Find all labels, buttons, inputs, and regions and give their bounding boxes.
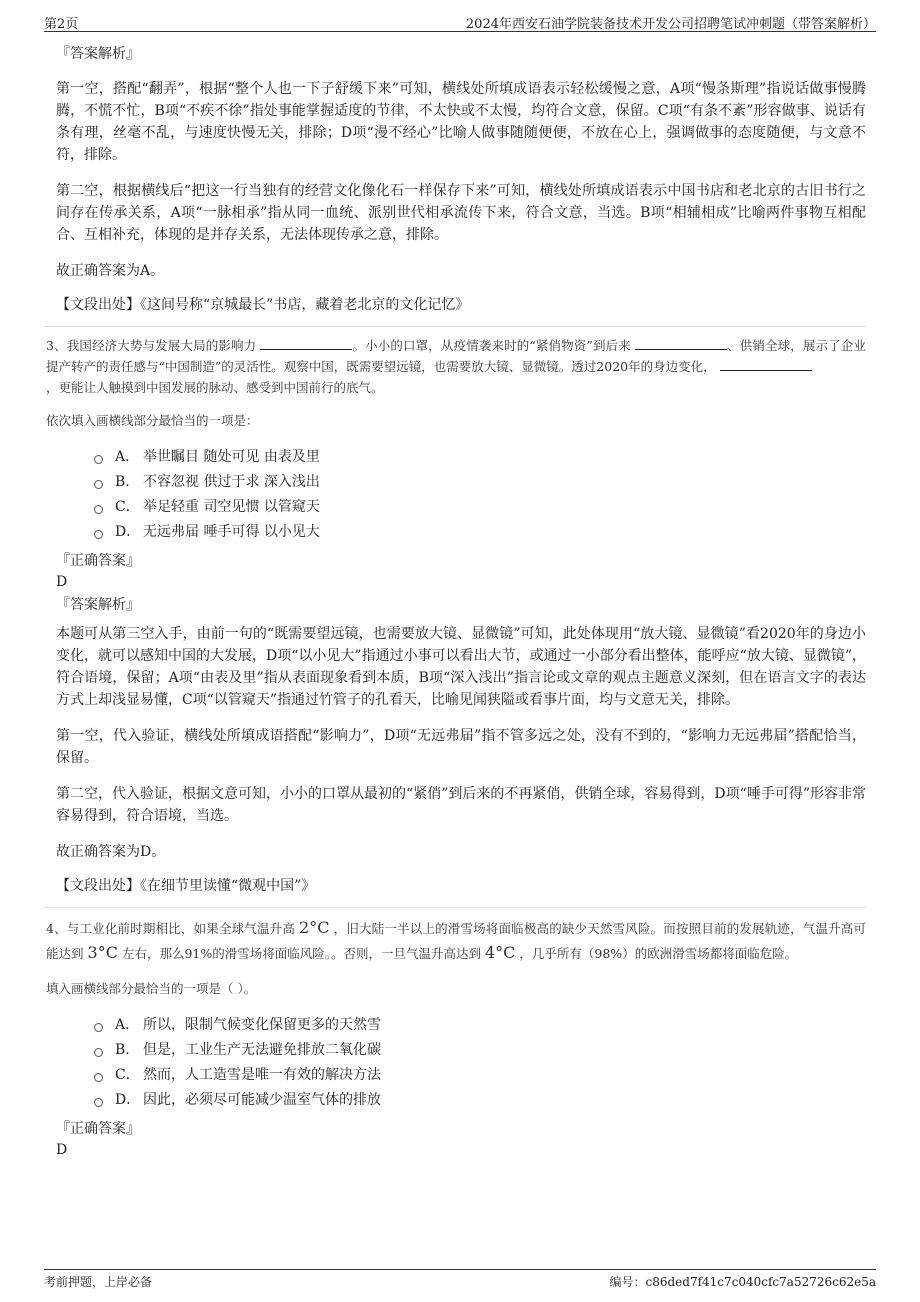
radio-icon[interactable]	[94, 480, 103, 489]
radio-icon[interactable]	[94, 1023, 103, 1032]
radio-icon[interactable]	[94, 455, 103, 464]
temperature-value: 4°C	[484, 943, 516, 962]
fill-blank	[260, 338, 352, 350]
fill-blank	[720, 359, 812, 371]
page-number: 第2页	[44, 17, 79, 32]
q3-answer: D	[56, 574, 68, 590]
q4-option-a[interactable]: A． 所以，限制气候变化保留更多的天然雪	[94, 1013, 866, 1038]
q4-instruction: 填入画横线部分最恰当的一项是（ ）。	[46, 981, 257, 996]
q3-analysis-label: 『答案解析』	[56, 597, 140, 613]
q2-analysis-p2: 第二空，根据横线后“把这一行当独有的经营文化像化石一样保存下来”可知，横线处所填成语表示中国书店和老北京的古旧书行之间存在传承关系，A项“一脉相承”指从同一血统、派别世代相承流传下来，符合文意，当选。B项“相辅相成”比喻两件事物互相配合、互相补充，体现的是并存关系，无法体现传承之意，排除。	[56, 183, 866, 243]
footer-slogan: 考前押题，上岸必备	[44, 1275, 153, 1289]
radio-icon[interactable]	[94, 530, 103, 539]
q3-answer-label: 『正确答案』	[56, 553, 140, 569]
temperature-value: 2°C	[299, 918, 330, 937]
q2-analysis-label: 『答案解析』	[56, 46, 140, 62]
radio-icon[interactable]	[94, 505, 103, 514]
q3-option-b[interactable]: B． 不容忽视 供过于求 深入浅出	[94, 470, 866, 495]
page-header	[44, 12, 876, 32]
q3-source: 【文段出处】《在细节里读懂“微观中国”》	[56, 878, 316, 894]
page-footer	[44, 1269, 876, 1291]
temperature-value: 3°C	[87, 943, 118, 962]
document-title: 2024年西安石油学院装备技术开发公司招聘笔试冲刺题（带答案解析）	[465, 17, 876, 32]
q2-conclusion: 故正确答案为A。	[56, 263, 165, 279]
q3-option-c[interactable]: C． 举足轻重 司空见惯 以管窥天	[94, 495, 866, 520]
q3-option-d[interactable]: D． 无远弗届 唾手可得 以小见大	[94, 520, 866, 545]
radio-icon[interactable]	[94, 1048, 103, 1057]
q3-analysis-p2: 第一空，代入验证，横线处所填成语搭配“影响力”，D项“无远弗届”指不管多远之处，没有不到的，“影响力无远弗届”搭配恰当，保留。	[56, 728, 866, 766]
q2-source: 【文段出处】《这间号称“京城最长”书店，藏着老北京的文化记忆》	[56, 297, 470, 313]
q3-stem: 3、我国经济大势与发展大局的影响力 。小小的口罩，从疫情袭来时的“紧俏物资”到后来 、供销全球，展示了企业提产转产的责任感与“中国制造”的灵活性。观察中国，既需要望远镜，也需要放大镜、显微镜。透过2020年的身边变化， ，更能让人触摸到中国发展的脉动、感受到中国前行的底气。	[46, 338, 866, 395]
q3-instruction: 依次填入画横线部分最恰当的一项是：	[46, 413, 259, 428]
q4-options	[94, 1013, 866, 1113]
document-body	[46, 44, 866, 1163]
q4-answer: D	[56, 1142, 68, 1158]
q4-answer-label: 『正确答案』	[56, 1121, 140, 1137]
q4-stem: 4、与工业化前时期相比，如果全球气温升高 2°C ，旧大陆一半以上的滑雪场将面临极高的缺少天然雪风险。而按照目前的发展轨迹，气温升高可能达到 3°C 左右，那么91%的滑雪场将面临风险。。否则，一旦气温升高达到 4°C ，几乎所有（98%）的欧洲滑雪场都将面临危险。	[46, 918, 866, 962]
q4-option-d[interactable]: D． 因此，必须尽可能减少温室气体的排放	[94, 1088, 866, 1113]
q3-options	[94, 445, 866, 545]
divider	[44, 326, 866, 327]
q3-analysis-p1: 本题可从第三空入手，由前一句的“既需要望远镜，也需要放大镜、显微镜”可知，此处体现用“放大镜、显微镜”看2020年的身边小变化，就可以感知中国的大发展，D项“以小见大”指通过小事可以看出大节，或通过一小部分看出整体，能呼应“放大镜、显微镜”，符合语境，保留；A项“由表及里”指从表面现象看到本质，B项“深入浅出”指言论或文章的观点主题意义深刻，但在语言文字的表达方式上却浅显易懂，C项“以管窥天”指通过竹管子的孔看天，比喻见闻狭隘或看事片面，均与文意无关，排除。	[56, 626, 866, 708]
radio-icon[interactable]	[94, 1073, 103, 1082]
fill-blank	[635, 338, 727, 350]
q3-analysis-p3: 第二空，代入验证，根据文意可知，小小的口罩从最初的“紧俏”到后来的不再紧俏，供销全球，容易得到，D项“唾手可得”形容非常容易得到，符合语境，当选。	[56, 786, 866, 824]
q3-conclusion: 故正确答案为D。	[56, 844, 166, 860]
q4-option-b[interactable]: B． 但是，工业生产无法避免排放二氧化碳	[94, 1038, 866, 1063]
radio-icon[interactable]	[94, 1098, 103, 1107]
q3-option-a[interactable]: A． 举世瞩目 随处可见 由表及里	[94, 445, 866, 470]
q4-option-c[interactable]: C． 然而，人工造雪是唯一有效的解决方法	[94, 1063, 866, 1088]
q2-analysis-p1: 第一空，搭配“翻弄”，根据“整个人也一下子舒缓下来”可知，横线处所填成语表示轻松缓慢之意，A项“慢条斯理”指说话做事慢腾腾，不慌不忙，B项“不疾不徐”指处事能掌握适度的节律，不太快或不太慢，均符合文意，保留。C项“有条不紊”形容做事、说话有条有理，丝毫不乱，与速度快慢无关，排除；D项“漫不经心”比喻人做事随随便便，不放在心上，强调做事的态度随便，与文意不符，排除。	[56, 81, 866, 163]
divider	[44, 907, 866, 908]
document-id: 编号：c86ded7f41c7c040cfc7a52726c62e5a	[609, 1275, 876, 1289]
